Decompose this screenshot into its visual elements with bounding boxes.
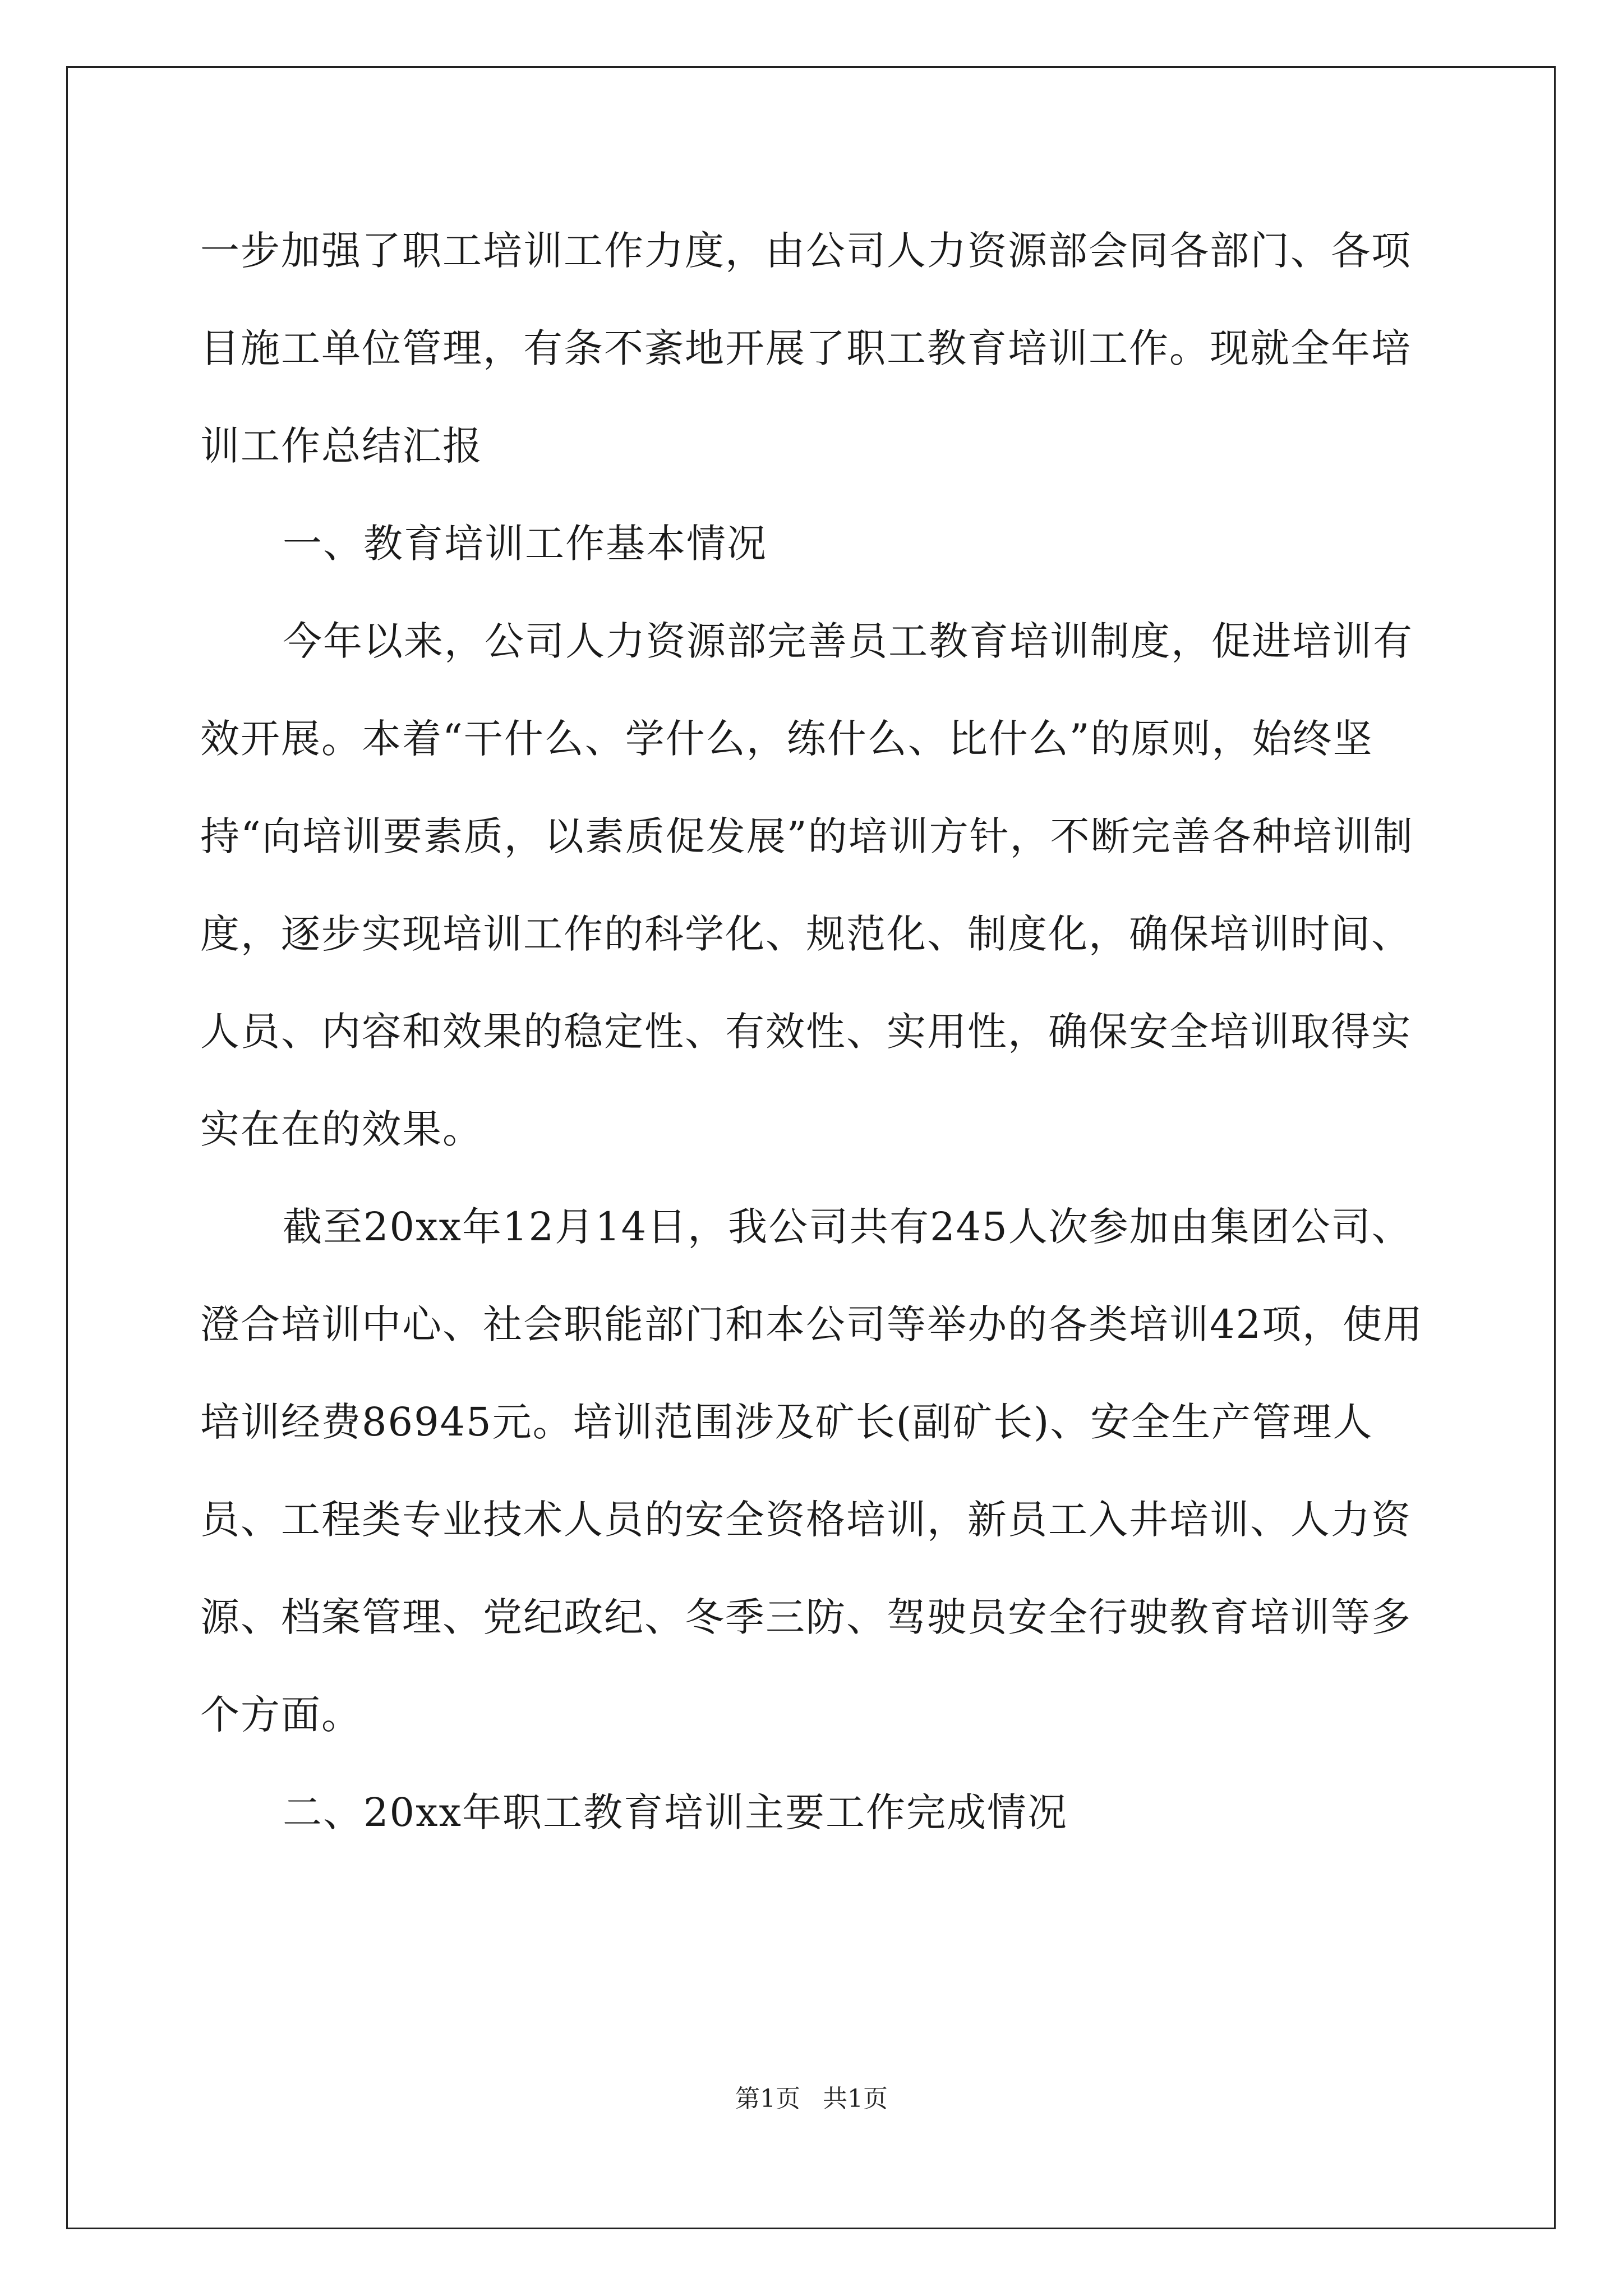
page-number: 第1页 bbox=[735, 2085, 800, 2113]
section-heading-basic-situation: 一、教育培训工作基本情况 bbox=[283, 521, 767, 567]
paragraph-training-statistics: 截至20xx年12月14日，我公司共有245人次参加由集团公司、澄合培训中心、社会职能部门和本公司等举办的各类培训42项，使用培训经费86945元。培训范围涉及矿长(副矿长)、安全生产管理人员、工程类专业技术人员的安全资格培训，新员工入井培训、人力资源、档案管理、党纪政纪、冬季三防、驾驶员安全行驶教育培训等多个方面。 bbox=[200, 1204, 1424, 1738]
page-footer bbox=[0, 2082, 1623, 2116]
page-total: 共1页 bbox=[823, 2085, 888, 2113]
section-heading-main-work: 二、20xx年职工教育培训主要工作完成情况 bbox=[283, 1789, 1068, 1835]
document-body bbox=[200, 202, 1434, 1861]
paragraph-intro: 一步加强了职工培训工作力度，由公司人力资源部会同各部门、各项目施工单位管理，有条不紊地开展了职工教育培训工作。现就全年培训工作总结汇报 bbox=[200, 228, 1412, 469]
paragraph-training-policy: 今年以来，公司人力资源部完善员工教育培训制度，促进培训有效开展。本着“干什么、学什么，练什么、比什么”的原则，始终坚持“向培训要素质，以素质促发展”的培训方针，不断完善各种培训制度，逐步实现培训工作的科学化、规范化、制度化，确保培训时间、人员、内容和效果的稳定性、有效性、实用性，确保安全培训取得实实在在的效果。 bbox=[200, 618, 1414, 1152]
